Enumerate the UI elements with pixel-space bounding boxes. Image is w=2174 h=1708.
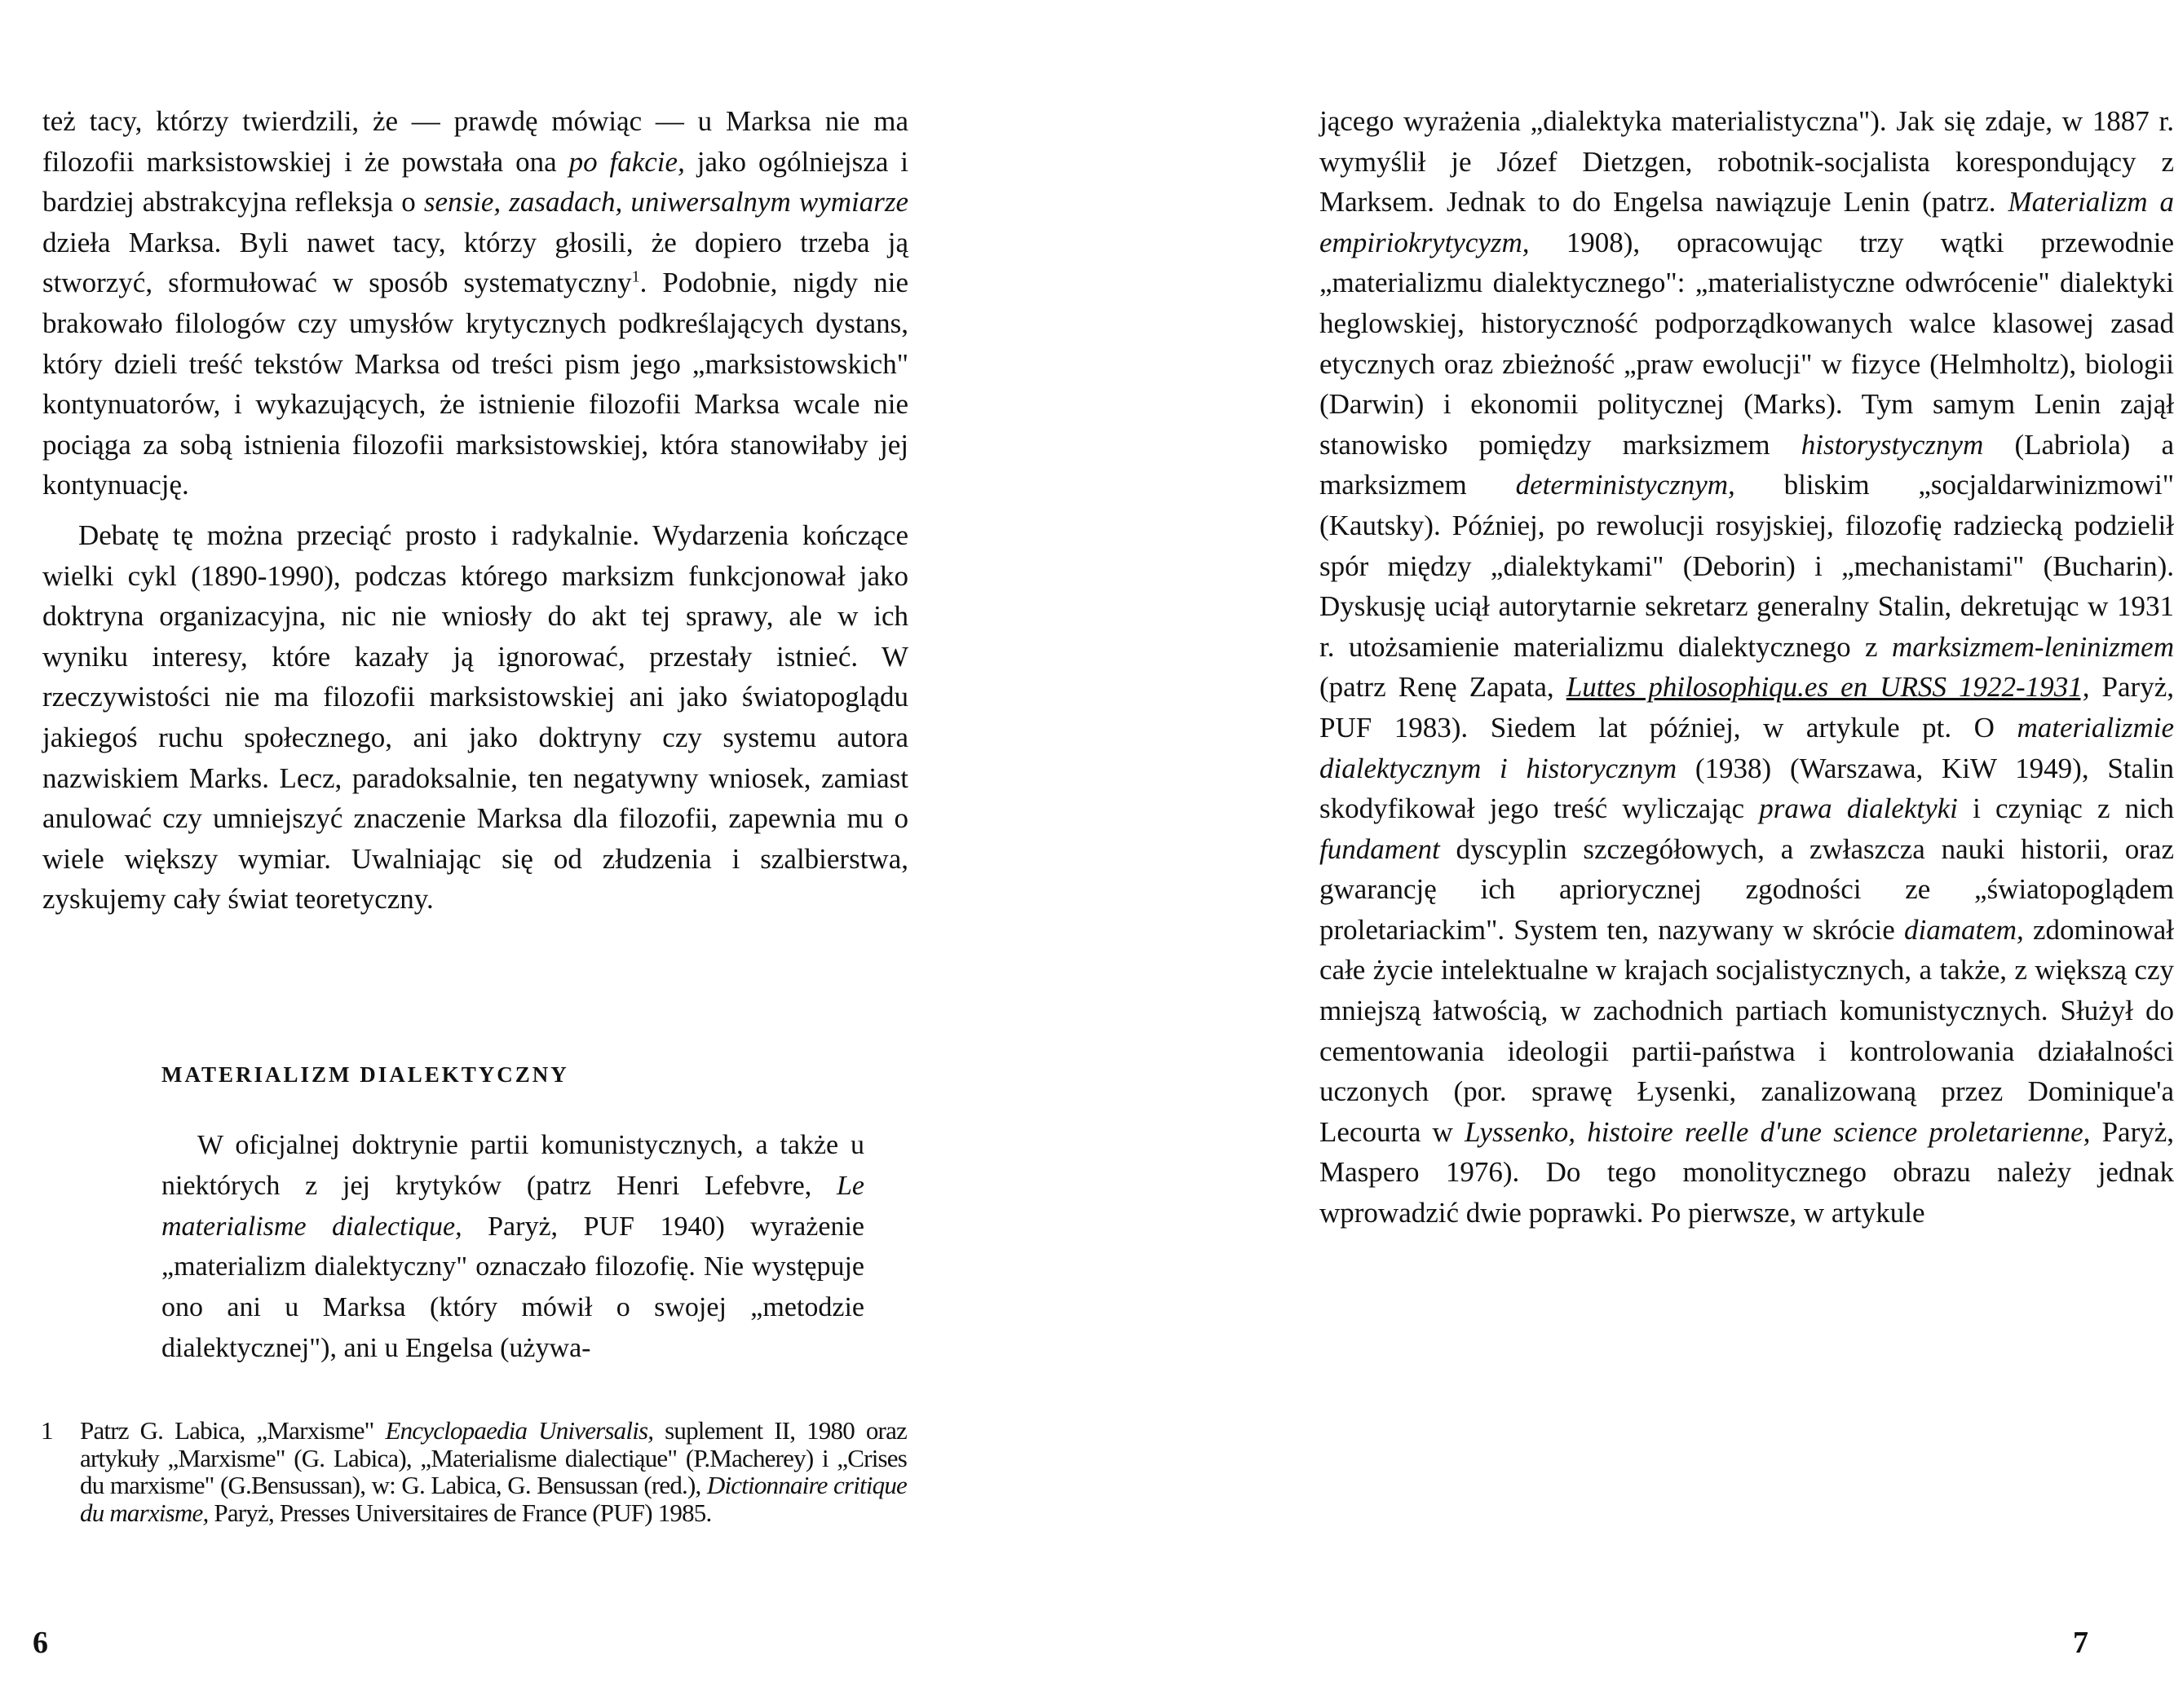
right-column [1319,101,2174,1234]
right-page [1076,0,2174,1708]
right-paragraph: jącego wyrażenia „dialektyka materialistyczna"). Jak się zdaje, w 1887 r. wymyślił je Józef Dietzgen, robotnik-socjalista korespondujący z Marksem. Jednak to do Engelsa nawiązuje Lenin (patrz. Materializm a empiriokrytycyzm, 1908), opracowując trzy wątki przewodnie „materializmu dialektycznego": „materialistyczne odwrócenie" dialektyki heglowskiej, historyczność podporządkowanych walce klasowej zasad etycznych oraz zbieżność „praw ewolucji" w fizyce (Helmholtz), biologii (Darwin) i ekonomii politycznej (Marks). Tym samym Lenin zajął stanowisko pomiędzy marksizmem historystycznym (Labriola) a marksizmem deterministycznym, bliskim „socjaldarwinizmowi" (Kautsky). Później, po rewolucji rosyjskiej, filozofię radziecką podzielił spór między „dialektykami" (Deborin) i „mechanistami" (Bucharin). Dyskusję uciął autorytarnie sekretarz generalny Stalin, dekretując w 1931 r. utożsamienie materializmu dialektycznego z marksizmem-leninizmem (patrz Renę Zapata, Luttes philosophiqu.es en URSS 1922-1931, Paryż, PUF 1983). Siedem lat później, w artykule pt. O materializmie dialektycznym i historycznym (1938) (Warszawa, KiW 1949), Stalin skodyfikował jego treść wyliczając prawa dialektyki i czyniąc z nich fundament dyscyplin szczegółowych, a zwłaszcza nauki historii, oraz gwarancję ich apriorycznej zgodności ze „światopoglądem proletariackim". System ten, nazywany w skrócie diamatem, zdominował całe życie intelektualne w krajach socjalistycznych, a także, z większą czy mniejszą łatwością, w zachodnich partiach komunistycznych. Służył do cementowania ideologii partii-państwa i kontrolowania działalności uczonych (por. sprawę Łysenki, zanalizowaną przez Dominique'a Lecourta w Lyssenko, histoire reelle d'une science proletarienne, Paryż, Maspero 1976). Do tego monolitycznego obrazu należy jednak wprowadzić dwie poprawki. Po pierwsze, w artykule [1319,105,2174,1229]
left-column [42,101,908,920]
footnote-ref: 1 [631,267,640,286]
paragraph-1: też tacy, którzy twierdzili, że — prawdę mówiąc — u Marksa nie ma filozofii marksistowskiej i że powstała ona po fakcie, jako ogólniejsza i bardziej abstrakcyjna refleksja o sensie, zasadach, uniwersalnym wymiarze dzieła Marksa. Byli nawet tacy, którzy głosili, że dopiero trzeba ją stworzyć, sformułować w sposób systematyczny$^1$. Podobnie, nigdy nie brakowało filologów czy umysłów krytycznych podkreślających dystans, który dzieli treść tekstów Marksa od treści pism jego „marksistowskich" kontynuatorów, i wykazujących, że istnienie filozofii Marksa wcale nie pociąga za sobą istnienia filozofii marksistowskiej, która stanowiłaby jej kontynuację. [42,105,909,501]
footnote-number: 1 [41,1416,53,1445]
page-number-left: 6 [33,1626,48,1660]
page-number-right: 7 [2073,1626,2088,1660]
footnote-text: Patrz G. Labica, „Marxisme" Encyclopaedia Universalis, suplement II, 1980 oraz artykuły „Marxisme" (G. Labica), „Materialisme dialectiąue" (P.Macherey) i „Crises du marxisme" (G.Bensussan), w: G. Labica, G. Bensussan (red.), Dictionnaire critique du marxisme, Paryż, Presses Universitaires de France (PUF) 1985. [80,1416,907,1527]
section-heading: MATERIALIZM DIALEKTYCZNY [161,1062,569,1087]
footnote [41,1417,907,1526]
paragraph-2: Debatę tę można przeciąć prosto i radykalnie. Wydarzenia kończące wielki cykl (1890-1990), podczas którego marksizm funkcjonował jako doktryna organizacyjna, nic nie wniosły do akt tej sprawy, ale w ich wyniku interesy, które kazały ją ignorować, przestały istnieć. W rzeczywistości nie ma filozofii marksistowskiej ani jako światopoglądu jakiegoś ruchu społecznego, ani jako doktryny czy systemu autora nazwiskiem Marks. Lecz, paradoksalnie, ten negatywny wniosek, zamiast anulować czy umniejszyć znaczenie Marksa dla filozofii, zapewnia mu o wiele większy wymiar. Uwalniając się od złudzenia i szalbierstwa, zyskujemy cały świat teoretyczny. [42,519,908,916]
left-page [0,0,1076,1708]
section-paragraph: W oficjalnej doktrynie partii komunistycznych, a także u niektórych z jej krytyków (patrz Henri Lefebvre, Le materialisme dialectique, Paryż, PUF 1940) wyrażenie „materializm dialektyczny" oznaczało filozofię. Nie występuje ono ani u Marksa (który mówił o swojej „metodzie dialektycznej"), ani u Engelsa (używa- [161,1130,864,1363]
